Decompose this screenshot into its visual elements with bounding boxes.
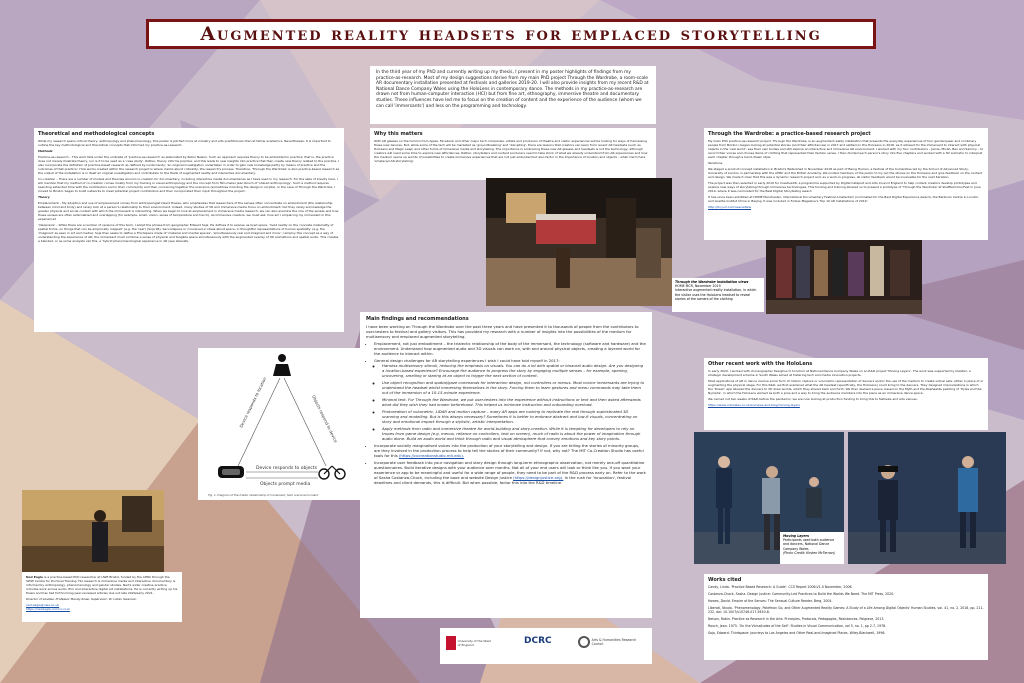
intro-text: In the third year of my PhD and currently writing up my thesis, I present in my poster highlights of findings from my practice-as-research. Most of my design suggestions derive from my main PhD project Through the Wardrobe, a room-scale AR documentary installation presented at festivals and galleries 2019-20. I will also provide insights from my recent R&D at National Dance Company Wales using the HoloLens in contemporary dance. The methods in my practice-as-research are drawn not from human-computer interaction (HCI) but from fine art, ethnography, immersive theatre and documentary studies. These influences have led me to focus on the creation of content and the experience of the audience (whom we can call 'immersants') and less on the programming and technology.	[376, 70, 649, 109]
moving-layers-caption	[780, 532, 844, 564]
hololens-heading: Other recent work with the HoloLens	[708, 361, 813, 367]
ahrc-logo-text: Arts & Humanities Research Council	[591, 638, 637, 646]
wardrobe-heading: Through the Wardrobe: a practice-based research project	[708, 131, 871, 137]
wardrobe-p4: It has since been exhibited at HOME Manchester, International Documentary Festival Amsterdam (nominated for the Best Digital Experience Award), the Barbican Centre in London and Goethe Institut China in Beijing. It was included in Forbes Magazine's 'Top 10 AR Installations of 2019.'	[708, 195, 979, 203]
why-heading: Why this matters	[374, 131, 423, 137]
installation-caption-line2: Interactive augmented reality installation, in which the visitor uses the HoloLens headset to reveal stories of the owners of the clothing	[675, 288, 757, 301]
moving-caption-title: Moving Layers	[783, 534, 809, 538]
works-item: Rouch, Jean. 1975. 'On the Vicissitudes of the Self'. Studies in Visual Communication, vol 5, no. 1, pp 2-7, 1978.	[708, 624, 887, 628]
wardrobe-p2: We staged a proof-of-concept installation in Bristol's Watershed in November 2018 as part of Being Human, a festival of the humanities led by the School of Advanced Study, University of London in partnership with the AHRC and the British Academy. We invited members of the public to try out the stories on the HoloLens and give feedback on the content and design. We made it clear that this was a dynamic research project and, as a work-in-progress, all visitor feedback would be invaluable for the next iteration.	[708, 167, 983, 179]
emplacement-text: Emplacement – My adoption and use of emplacement comes from anthropologist David Howes, who emphasizes that researchers of the senses often concentrate on embodiment (the relationship between mind and body) and rarely look at a person's relationship to their environment. Indeed, many studies of VR and immersive media focus on embodiment, but they rarely acknowledge the greater physical and social context with which the immersant is interacting. When we begin to look at emplacement in immersive media research, we can also examine the role of the senses and how these senses are often externalized and overlapping (for example, smell, vision, sense of temperature and touch). As immersive creators, we must ask: how am I emplacing my immersant in this experience?	[38, 201, 339, 221]
theory-label: Theory	[38, 195, 50, 199]
findings-intro: I have been working on Through the Wardrobe over the past three years and have presented it to thousands of people from the contributors to user-testers to festival and gallery visitors. This has provided my research with a number of insights into the possibilities of the medium for multisensory and emplaced augmented storytelling.	[366, 324, 639, 339]
intro-panel	[370, 66, 656, 124]
dcrc-logo: DCRC	[524, 636, 552, 646]
uwe-logo	[446, 636, 494, 650]
wardrobe-p3: The project was then selected in early 2019 for CreativeXR, a programme supported by Digital Catapult and Arts Council England to help content creators develop prototypes and explore new ways of storytelling through immersive technologies. This funding and training allowed us to present a prototype of 'Through the Wardrobe' at Sheffield Doc/Fest in June 2019, where it was nominated for the Best Digital Storytelling Award.	[708, 181, 981, 193]
moving-caption-credit: (Photo Credit: Kirsten McTernan)	[783, 550, 835, 555]
wardrobe-p1: My main PhD practice-as-research project, Through the Wardrobe, is an augmented reality installation that presents the everyday experiences of four genderqueer and nonbinary people from Bristol. I began looking at potential stories (and their affordances) in 2017 and settled on the HoloLens in 2018, as it allowed for the immersant to interact with physical objects in the 'real world', see their own bodies and still explore an interactive and immersive AR environment. I worked with my four contributors – Jamie, Micah, Bex and Sammy – to record their voices and choose items of clothing that represented their fashion sense. I then divided each person's story into five chapters and worked with a 3D animator to interpret each chapter through a hand-drawn style.	[708, 139, 984, 159]
installation-caption	[672, 278, 764, 312]
findings-item-marginalised: • Incorporate socially marginalised voices into the production of your storytelling and design. If you are telling the stories of minority groups, are they involved in the production process to help tell the stories of their community? If not, why not? The MIT Co-Creation Studio has useful tools for this (https://cocreationstudio.mit.edu).	[374, 443, 646, 458]
logos-panel	[440, 628, 652, 664]
hololens-p3: We carried out two weeks of R&D before the pandemic; we are now looking at production funding to bring this to festivals and arts venues.	[708, 397, 918, 401]
author-supervisors: Director of studies: Professor Mandy Rose; Supervisor: Dr Lillian Swanson	[26, 597, 137, 601]
ahrc-logo-mark	[578, 636, 590, 648]
methods-text: Practice-as-research – This work falls under the umbrella of 'practice-as-research' as elaborated by Robin Nelson. Such an approach requires theory to be embedded in practice; that is, the practice does not merely illustrate theory, nor is it to be used as a 'case study'. Rather, theory informs practice, and this leads to new insights into practice that then create new theory related to the practice. I also incorporate the definition of practice-based research as defined by Linda Candy: 'an original investigation undertaken in order to gain new knowledge partly by means of practice and the outcomes of that practice'. How works created within the research project is where claims about criticality, the research's process. Therefore, 'Through the Wardrobe' is also practice-based research as the output of the installation is in itself an original investigation and contribution to the fields of augmented reality and interactive documentary.	[38, 155, 340, 175]
person-icon	[273, 354, 291, 376]
diagram-label-objects-device: Objects respond to device	[311, 394, 339, 444]
findings-sub-photorealism: ◦ Photorealism of volumetric, LiDAR and motion capture – many AR apps are rushing to replicate the real through sophisticated 3D scanning and modelling. But is this always necessary? Sometimes it is better to embrace abstract and low-fi visuals, concentrating on story and emotional impact through a stylistic, artistic interpretation.	[382, 409, 646, 424]
author-site-link[interactable]: https://nedeagle.com/vr-xr-ar	[26, 607, 70, 611]
works-item: Liberati, Nicola. 'Phenomenology, Pokémon Go, and Other Augmented Reality Games: A Study of a Life Among Digital Objects' Human Studies, vol. 41, no. 2, 2018, pp. 211-232, doi: 10.1007/s10746-017-9450-8.	[708, 606, 984, 614]
author-bio: is a practice-based PhD researcher at UWE Bristol, funded by the AHRC through the SWW Centre for Doctoral Training. His research is immersive media and interactive documentary is informed by anthropology, phenomenology and gender studies. Ned's wider creative practice includes work across audio, film and interactive digital art installations. He is currently writing up his thesis and has had forthcoming peer-reviewed articles due out late 2020/early 2021.	[26, 575, 178, 595]
findings-item-challenges: • General design challenges for AR storytelling experiences I wish I could have told myself in 2017: ◦ Harness multisensory stimuli, reducing the emphasis on visuals. You can do a lot with spatial or binaural audio design. Are you designing a location-based experience? Encourage the audience to progress the story by engaging multiple senses – for example, opening, uncovering, smelling or staring at an object to trigger the next section of content. ◦ Use object recognition and spatial/gaze commands for interaction design, not controllers or menus. Most novice immersants are trying to understand the headset whilst immersing themselves in the story. Forcing them to learn gestures and menu commands may take them out of the immersion of a 10-15-minute experience. ◦ Minimal text. For Through the Wardrobe, we put user-testers into the experience without instructions or text and then asked afterwards what did they wish they had known beforehand. This helped us minimize instruction and onboarding overload. ◦ Photorealism of volumetric, LiDAR and motion capture – many AR apps are rushing to replicate the real through sophisticated 3D scanning and modelling. But is this always necessary? Sometimes it is better to embrace abstract and low-fi visuals, concentrating on story and emotional impact through a stylistic, artistic interpretation. ◦ Apply methods from radio and immersive theatre for world-building and story-creation. While it is tempting for developers to rely on tropes from game design (e.g. menus, reliance on controllers, text on screen), much of radio is about the power of imagination through audio alone. Build an audio world and think through radio and visual atmosphere that convey emotions and key story points.	[374, 358, 646, 441]
findings-list	[366, 341, 646, 485]
findings-sub-minimal-text: ◦ Minimal text. For Through the Wardrobe, we put user-testers into the experience without instructions or text and then asked afterwards what did they wish they had known beforehand. This helped us minimize instruction and onboarding overload.	[382, 397, 646, 407]
diagram-panel	[198, 348, 360, 500]
moving-caption-text: Participants used both audience and dancers, National Dance Company Wales	[783, 538, 835, 551]
findings-panel	[360, 312, 652, 618]
uwe-logo-mark	[446, 636, 456, 650]
theory-heading: Theoretical and methodological concepts	[38, 131, 155, 137]
findings-item-feedback: • Incorporate user feedback into your navigation and story design through long-term ethnographic observation, not merely one-off quantitative questionnaires. Build iterative designs with your audience over months. Not all of your end users will look or think like you. If you want your experience or app to be meaningful and useful for a wide range of people, they need to be part of the R&D process early on. Refer to the work of Sasha Costanza-Chock, including the book and website Design Justice (https://designjustice.org). In the rush for 'innovation', festival deadlines and client demands, this is difficult. But when possible, factor this into the R&D timeline.	[374, 460, 646, 485]
dancers-photo-right	[848, 432, 1006, 564]
cocreation-link[interactable]: (https://cocreationstudio.mit.edu).	[398, 453, 465, 458]
findings-sub-multisensory: ◦ Harness multisensory stimuli, reducing the emphasis on visuals. You can do a lot with spatial or binaural audio design. Are you designing a location-based experience? Encourage the audience to progress the story by engaging multiple senses – for example, opening, uncovering, smelling or staring at an object to trigger the next section of content.	[382, 363, 646, 378]
theory-panel	[34, 128, 344, 332]
installation-photo	[486, 178, 672, 306]
wardrobe-photo	[766, 240, 922, 314]
hololens-p2: Most applications of AR in dance involve some form of motion capture or volumetric representation of dancers and/or the use of the medium to create virtual sets, either in place of or augmenting the physical stage. For this R&D, we first examined what the AR headset (specifically, the HoloLens) could bring to the dancers. They designed improvisations in which the 'Drawn' app allowed the dancers to 3D draw worlds, which they shared back and forth. We then devised a piece, based on the Myth and Pre-Raphaelite painting of 'Hylas and the Nymphs', in which the HoloLens worked as both a prop and a way to bring the audience members into the piece as an immersive dance space.	[708, 379, 984, 395]
diagram-label-objects-media: Objects prompt media	[260, 482, 311, 487]
bicycle-icon	[319, 466, 345, 479]
works-item: Nelson, Robin. Practice as Research in the Arts: Principles, Protocols, Pedagogies, Resistances. Palgrave, 2013.	[708, 617, 885, 621]
author-panel	[22, 572, 182, 622]
headset-icon	[218, 466, 244, 478]
author-name: Ned Eagle	[26, 575, 44, 579]
author-photo	[22, 490, 164, 572]
hololens-link[interactable]: https://www.ndcwales.co.uk/en/news-and-blog/moving-layers	[708, 403, 800, 407]
wardrobe-panel	[704, 128, 988, 240]
theory-intro: While my research spans critical theory, anthropology and phenomenology, this poster is pitched more at industry and arts practitioners than at fellow academics. Nevertheless, it is important to outline the key methodological and theoretical concepts that informed my practice-as-research.	[38, 139, 331, 147]
wardrobe-link[interactable]: http://tinyurl.com/seenw8ew	[708, 205, 752, 209]
uwe-logo-text: University of the West of England	[457, 639, 491, 647]
hololens-panel	[704, 358, 988, 430]
works-panel	[704, 574, 988, 660]
findings-item-emplacement: • Emplacement, not just embodiment – the trialectic relationship of the body of the immersant, the technology (software and hardware) and the environment. Understand how augmented audio and 3D visuals can work on, with and around physical objects, creating a layered world for the audience to interact within.	[374, 341, 646, 356]
poster-title-box	[146, 19, 876, 49]
ideopraxis-text: 'Ideopraxis' – While there are a number of versions of this term, I adopt the phrase from geographer Edward Soja. He defines it to expose us-lived space, 'lived reality on the concrete materiality of spatial forms, on things that can be empirically mapped' (e.g. the 'real') (Soja 96). Secondspace is 'conceived in ideas about space, in thoughtful representations of human spatiality' (e.g. the 'imagined' as seen in art and media). Soja then seeks to define a Thirdspace made of 'material and mental spaces', 'simultaneously real and imagined and more'. I employ this concept as a way of understanding the experience of AR; the immersant must combine a sense of physical and tangible space simultaneously with the augmented overlay of 3D animations and spatial audio. This creates a blended, or as some analysts call this, a 'hybrid phenomenological experience in AR (see Liberati).	[38, 223, 339, 243]
author-email-link[interactable]: ned.eagle@uwe.ac.uk	[26, 603, 60, 607]
wardrobe-iterations-label: Iterations	[708, 161, 723, 165]
poster-title: Augmented reality headsets for emplaced storytelling	[200, 23, 822, 45]
works-heading: Works cited	[708, 577, 742, 583]
works-item: Costanza-Chock, Sasha. Design Justice: Community-Led Practices to Build the Worlds We Need. The MIT Press, 2020.	[708, 592, 895, 596]
ahrc-logo	[578, 636, 648, 648]
installation-caption-line1: HOME MCR, November 2019	[675, 284, 721, 289]
works-item: Candy, Linda. 'Practice Based Research: A Guide'. CCS Report 2006-V1.0 November, 2006.	[708, 585, 853, 589]
designjustice-link[interactable]: (https://designjustice.org).	[513, 475, 564, 480]
diagram-caption: Fig. 1: Diagram of the triadic relationship of immersant, tech and environment	[208, 493, 319, 497]
findings-sub-radio-theatre: ◦ Apply methods from radio and immersive theatre for world-building and story-creation. While it is tempting for developers to rely on tropes from game design (e.g. menus, reliance on controllers, text on screen), much of radio is about the power of imagination through audio alone. Build an audio world and think through radio and visual atmosphere that convey emotions and key story points.	[382, 426, 646, 441]
methods-label: Methods	[38, 149, 53, 153]
findings-sub-object-recognition: ◦ Use object recognition and spatial/gaze commands for interaction design, not controllers or menus. Most novice immersants are trying to understand the headset whilst immersing themselves in the story. Forcing them to learn gestures and menu commands may take them out of the immersion of a 10-15-minute experience.	[382, 380, 646, 395]
findings-heading: Main findings and recommendations	[366, 316, 469, 322]
why-text: With AR glasses on the horizon from Apple, Facebook and other major tech companies, artists and producers of theatre and visitor experiences will be looking for ways of harnessing these new devices. But, while some of the tech will be marketed as 'groundbreaking' and 'disrupting', there are lessons that creators can learn from recent AR headsets (such as HoloLens and Magic Leap) and other forms of immersive media and storytelling. The importance in embracing these new AR glasses and headsets is not the technology, although creators will need some time to explore new affordances. Rather, storytellers and content producers need to take stock of what we already understand from AR experiences and how the medium opens up worlds of possibilities to create immersive experiences that are not just embodied but also factor in the importance of location and objects – what I term here 'emplaced AR storytelling'.	[374, 139, 648, 163]
diagram-label-device-objects: Device responds to objects	[256, 466, 317, 471]
why-panel	[370, 128, 656, 180]
diagram-label-location: Device responds to location	[238, 376, 268, 429]
hololens-p1: In early 2020, I worked with choreographer Fearghus Ó Conchúir at National Dance Company Wales on an R&D project 'Moving Layers'. The work was supported by Clwstwr, a strategic development scheme in South Wales aimed at fostering tech and media innovation projects.	[708, 369, 971, 377]
installation-caption-title: Through the Wardrobe installation views	[675, 280, 749, 284]
triad-diagram	[198, 348, 360, 500]
works-item: Howes, David. Empire of the Senses: The Sensual Culture Reader. Berg, 2004.	[708, 599, 833, 603]
works-item: Soja, Edward. Thirdspace: Journeys to Los Angeles and Other Real-and-Imagined Places. Wiley-Blackwell, 1996.	[708, 631, 886, 635]
cocreation-text: Co-creation – There are a number of models and theories around co-creation for documentary, including interactive media documentaries as I have used in my research. For the sake of brevity here, I will mention that my method of co-creation comes mostly from my training in visual anthropology and the concept from film-maker Jean Rouch of 'shared anthropology'. Such a method requires spending extended time with the contributors and in their community and then conceiving together the scenarios (sometimes including the design in scripts). In the case of Through the Wardrobe, I moved to Bristol, began to build networks to meet potential project contributors and then incorporated their input throughout the project.	[38, 177, 338, 193]
